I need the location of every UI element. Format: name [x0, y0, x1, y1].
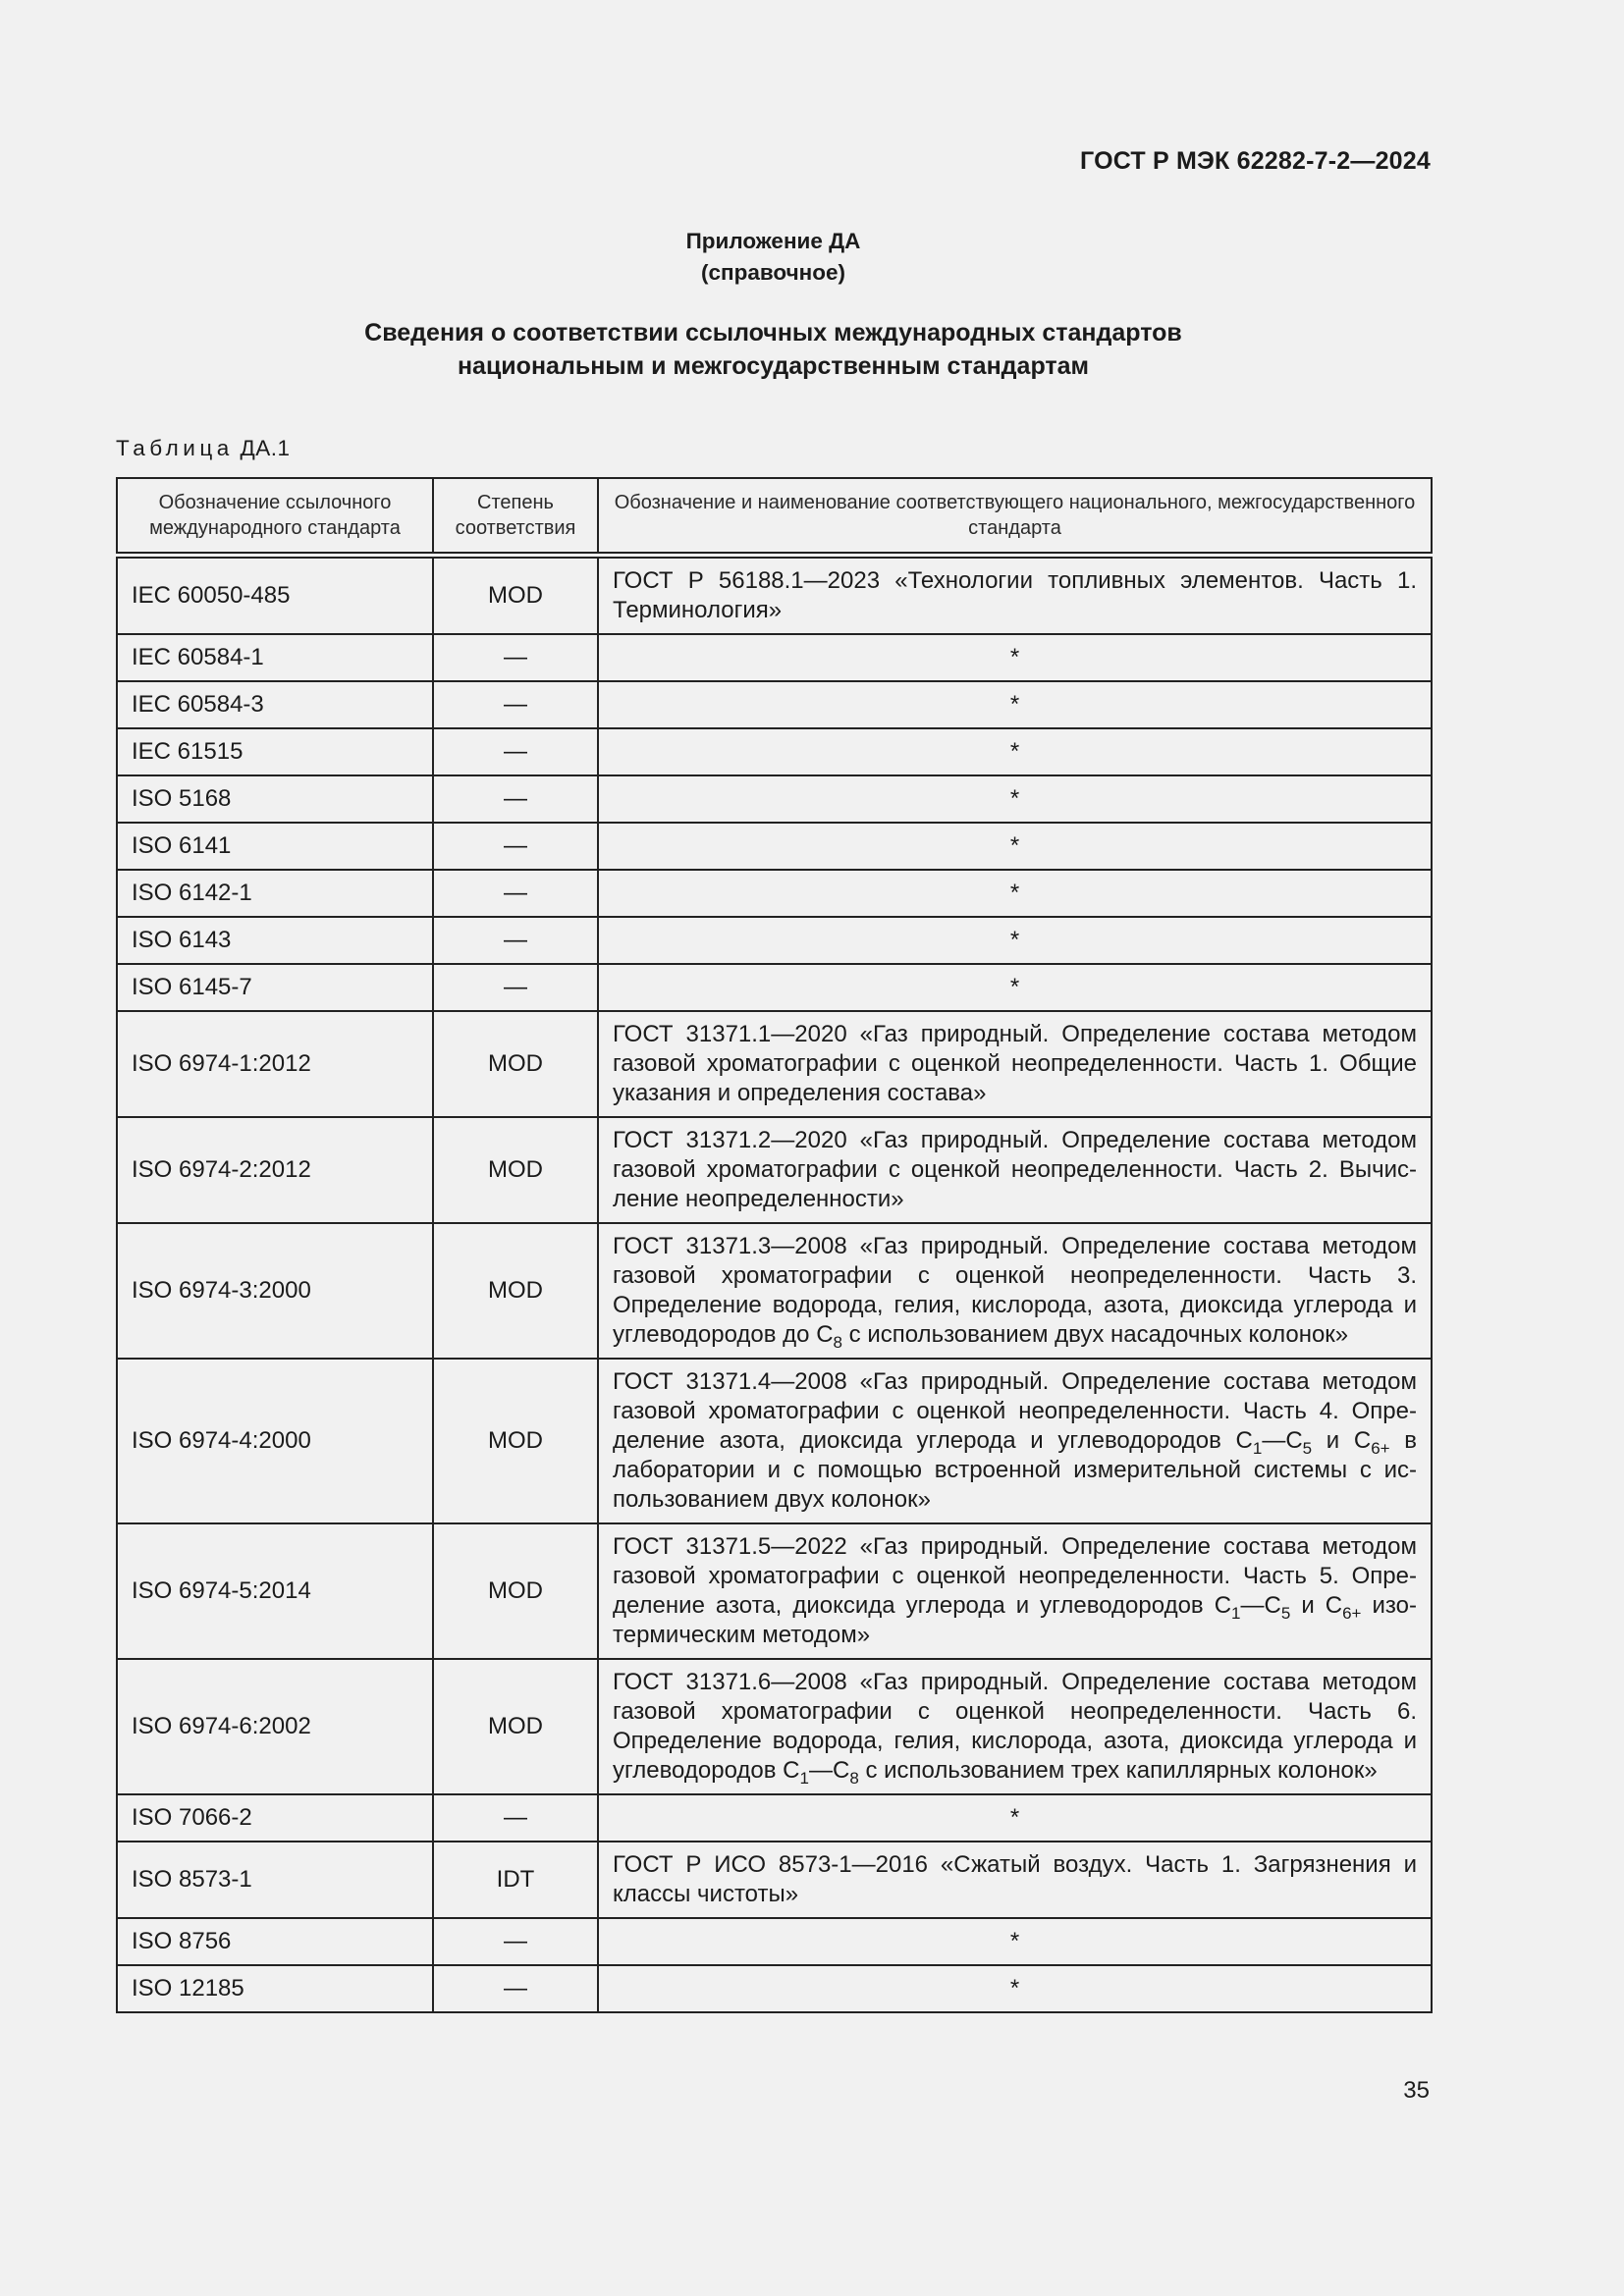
- national-text: ГОСТ 31371.6—2008 «Газ природный. Определение состава методом газовой хроматографии с оценкой неопределенности. Часть 6. Определение водорода, гелия, кислорода, азота, диоксида углерода и углеводородов С: [613, 1669, 1417, 1784]
- section-title-line-1: Сведения о соответствии ссылочных международных стандартов: [364, 319, 1182, 347]
- reference-standard-cell: ISO 6141: [117, 823, 433, 870]
- reference-standard-cell: ISO 5168: [117, 775, 433, 823]
- subscript: 8: [833, 1332, 842, 1352]
- reference-standard-cell: ISO 6974-4:2000: [117, 1359, 433, 1523]
- degree-cell: MOD: [433, 1359, 598, 1523]
- table-row: [117, 1523, 1432, 1659]
- national-text: ГОСТ 31371.4—2008 «Газ природный. Определение состава методом газовой хроматографии с оценкой неопределенности. Часть 4. Определение азота, диоксида углерода и углеводородов С: [613, 1368, 1417, 1454]
- national-standard-cell: ГОСТ Р 56188.1—2023 «Технологии топливных элементов. Часть 1. Терминология»: [598, 556, 1432, 635]
- page-number: 35: [1403, 2077, 1430, 2104]
- reference-standard-cell: ISO 12185: [117, 1965, 433, 2012]
- table-row: [117, 870, 1432, 917]
- national-standard-cell: *: [598, 823, 1432, 870]
- table-row: [117, 1359, 1432, 1523]
- reference-standard-cell: IEC 61515: [117, 728, 433, 775]
- table-row: [117, 728, 1432, 775]
- reference-standard-cell: ISO 6974-2:2012: [117, 1117, 433, 1223]
- subscript: 6+: [1342, 1603, 1362, 1623]
- national-standard-cell: *: [598, 728, 1432, 775]
- national-text: —С: [1262, 1427, 1303, 1454]
- subscript: 5: [1280, 1603, 1291, 1623]
- appendix-subtitle: (справочное): [701, 260, 845, 285]
- table-row: [117, 681, 1432, 728]
- reference-standard-cell: ISO 6974-6:2002: [117, 1659, 433, 1794]
- national-standard-cell: ГОСТ Р ИСО 8573-1—2016 «Сжатый воздух. Часть 1. Загрязнения и классы чистоты»: [598, 1842, 1432, 1918]
- subscript: 5: [1302, 1438, 1313, 1458]
- national-standard-cell: *: [598, 775, 1432, 823]
- table-row: [117, 917, 1432, 964]
- reference-standard-cell: IEC 60050-485: [117, 556, 433, 635]
- section-title-line-2: национальным и межгосударственным стандартам: [457, 352, 1090, 380]
- table-row: [117, 556, 1432, 635]
- section-title: [0, 316, 1546, 383]
- degree-cell: MOD: [433, 1011, 598, 1117]
- national-text: изотермическим методом»: [613, 1592, 1417, 1648]
- national-standard-cell: [598, 1223, 1432, 1359]
- table-caption-word: Таблица: [116, 436, 234, 460]
- national-text: и С: [1312, 1427, 1372, 1454]
- column-header-national-standard: Обозначение и наименование соответствующего национального, межгосударственного стандарта: [598, 478, 1432, 556]
- degree-cell: MOD: [433, 1117, 598, 1223]
- degree-cell: —: [433, 728, 598, 775]
- national-standard-cell: *: [598, 870, 1432, 917]
- appendix-heading: [0, 226, 1546, 289]
- table-row: [117, 1223, 1432, 1359]
- degree-cell: —: [433, 775, 598, 823]
- reference-standard-cell: ISO 6974-3:2000: [117, 1223, 433, 1359]
- degree-cell: —: [433, 1794, 598, 1842]
- reference-standard-cell: ISO 6145-7: [117, 964, 433, 1011]
- degree-cell: —: [433, 681, 598, 728]
- standards-correspondence-table: [116, 477, 1433, 2013]
- national-text: ГОСТ 31371.3—2008 «Газ природный. Определение состава методом газовой хроматографии с оценкой неопределенности. Часть 3. Определение водорода, гелия, кислорода, азота, диоксида углерода и углеводородов до С: [613, 1233, 1417, 1348]
- table-row: [117, 775, 1432, 823]
- subscript: 1: [799, 1768, 809, 1788]
- reference-standard-cell: IEC 60584-3: [117, 681, 433, 728]
- degree-cell: —: [433, 870, 598, 917]
- reference-standard-cell: ISO 6142-1: [117, 870, 433, 917]
- national-standard-cell: *: [598, 917, 1432, 964]
- reference-standard-cell: IEC 60584-1: [117, 634, 433, 681]
- table-row: [117, 1842, 1432, 1918]
- degree-cell: MOD: [433, 1523, 598, 1659]
- national-standard-cell: [598, 1523, 1432, 1659]
- reference-standard-cell: ISO 8756: [117, 1918, 433, 1965]
- degree-cell: —: [433, 634, 598, 681]
- degree-cell: MOD: [433, 556, 598, 635]
- document-designation: ГОСТ Р МЭК 62282-7-2—2024: [1080, 147, 1431, 175]
- reference-standard-cell: ISO 7066-2: [117, 1794, 433, 1842]
- reference-standard-cell: ISO 6974-5:2014: [117, 1523, 433, 1659]
- national-text: ГОСТ 31371.5—2022 «Газ природный. Определение состава методом газовой хроматографии с оценкой неопределенности. Часть 5. Определение азота, диоксида углерода и углеводородов С: [613, 1533, 1417, 1619]
- column-header-reference-standard: Обозначение ссылочного международного стандарта: [117, 478, 433, 556]
- national-standard-cell: ГОСТ 31371.2—2020 «Газ природный. Определение состава методом газовой хроматографии с оценкой неопределенности. Часть 2. Вычисление неопределенности»: [598, 1117, 1432, 1223]
- national-standard-cell: *: [598, 681, 1432, 728]
- degree-cell: —: [433, 1965, 598, 2012]
- national-text: в лаборатории и с помощью встроенной измерительной системы с использованием двух колонок»: [613, 1427, 1418, 1513]
- degree-cell: —: [433, 964, 598, 1011]
- table-row: [117, 1117, 1432, 1223]
- subscript: 1: [1231, 1603, 1241, 1623]
- table-row: [117, 1918, 1432, 1965]
- table-header-row: [117, 478, 1432, 556]
- national-standard-cell: *: [598, 634, 1432, 681]
- national-standard-cell: [598, 1359, 1432, 1523]
- national-standard-cell: ГОСТ 31371.1—2020 «Газ природный. Определение состава методом газовой хроматографии с оценкой неопределенности. Часть 1. Общие указания и определения состава»: [598, 1011, 1432, 1117]
- table-row: [117, 1659, 1432, 1794]
- subscript: 6+: [1371, 1438, 1390, 1458]
- national-text: —С: [808, 1757, 850, 1784]
- degree-cell: MOD: [433, 1223, 598, 1359]
- appendix-title: Приложение ДА: [685, 229, 861, 253]
- reference-standard-cell: ISO 6143: [117, 917, 433, 964]
- reference-standard-cell: ISO 6974-1:2012: [117, 1011, 433, 1117]
- national-text: с использованием трех капиллярных колонок»: [858, 1757, 1378, 1784]
- national-standard-cell: [598, 1659, 1432, 1794]
- national-standard-cell: *: [598, 1918, 1432, 1965]
- national-standard-cell: *: [598, 964, 1432, 1011]
- degree-cell: —: [433, 917, 598, 964]
- column-header-degree: Степень соответствия: [433, 478, 598, 556]
- degree-cell: —: [433, 823, 598, 870]
- table-row: [117, 1794, 1432, 1842]
- degree-cell: MOD: [433, 1659, 598, 1794]
- national-text: с использованием двух насадочных колонок»: [842, 1321, 1349, 1348]
- table-caption: [116, 436, 291, 461]
- table-row: [117, 634, 1432, 681]
- subscript: 8: [849, 1768, 859, 1788]
- subscript: 1: [1252, 1438, 1263, 1458]
- table-caption-number: ДА.1: [240, 436, 291, 460]
- national-standard-cell: *: [598, 1965, 1432, 2012]
- national-text: и С: [1290, 1592, 1343, 1619]
- degree-cell: IDT: [433, 1842, 598, 1918]
- table-row: [117, 964, 1432, 1011]
- table-row: [117, 1965, 1432, 2012]
- national-standard-cell: *: [598, 1794, 1432, 1842]
- table-row: [117, 1011, 1432, 1117]
- table-row: [117, 823, 1432, 870]
- degree-cell: —: [433, 1918, 598, 1965]
- reference-standard-cell: ISO 8573-1: [117, 1842, 433, 1918]
- national-text: —С: [1240, 1592, 1281, 1619]
